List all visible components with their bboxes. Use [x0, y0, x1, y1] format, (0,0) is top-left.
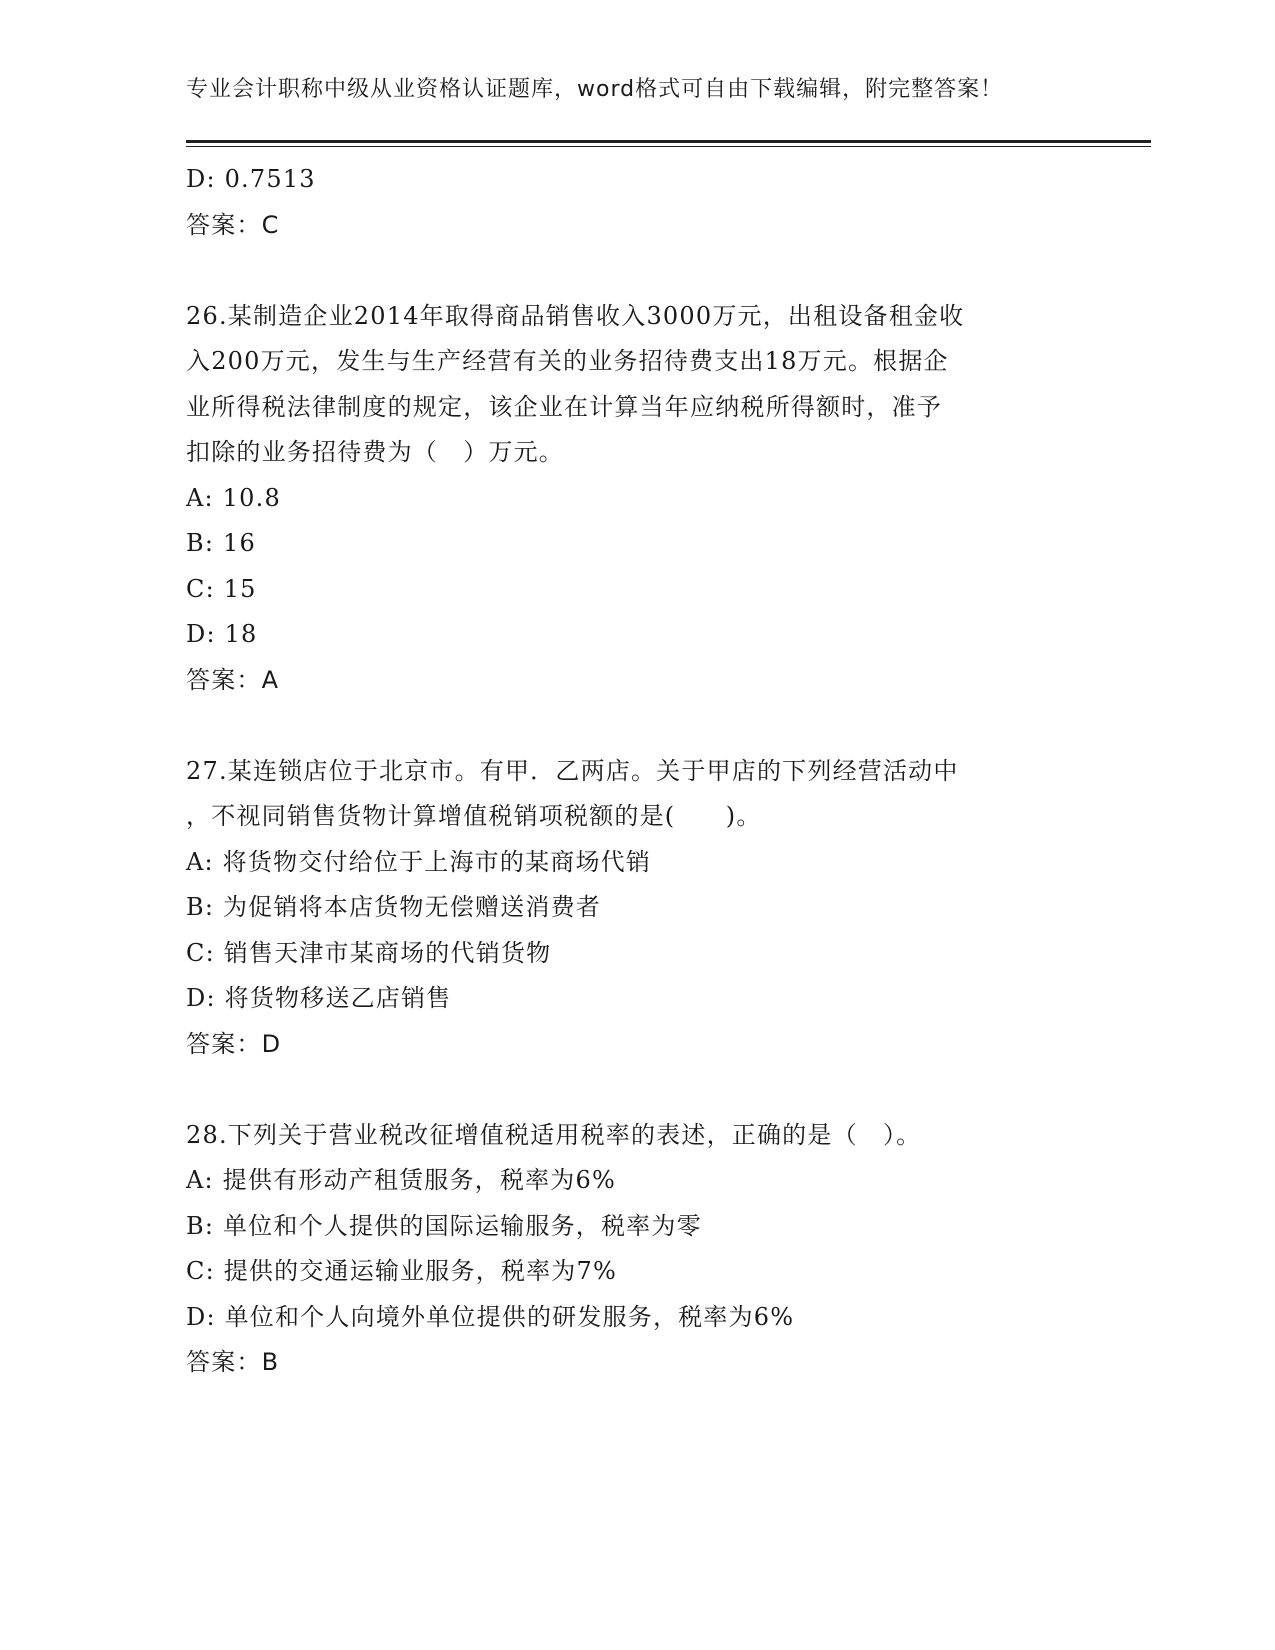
option-label: C: [186, 938, 215, 967]
option-label: A: [186, 1166, 214, 1194]
option-text: 16 [222, 529, 256, 557]
answer-value: C [261, 210, 280, 239]
question-number: 28. [186, 1120, 228, 1149]
header-title: 专业会计职称中级从业资格认证题库，word格式可自由下载编辑，附完整答案！ [186, 77, 1004, 102]
question-line [186, 794, 1086, 840]
question-line [186, 430, 1086, 476]
option-text: 0.7513 [224, 165, 316, 193]
option-line [186, 1249, 1086, 1295]
option-line [186, 931, 1086, 977]
option-text: 提供有形动产租赁服务，税率为6% [222, 1166, 616, 1194]
option-label: A: [186, 847, 214, 876]
question-28 [186, 1113, 1086, 1386]
option-label: C: [186, 574, 215, 603]
answer-label: 答案： [186, 665, 262, 694]
question-26 [186, 294, 1086, 704]
option-text: 15 [223, 574, 257, 603]
page-header [186, 70, 1086, 110]
answer-line [186, 203, 1086, 249]
question-line [186, 339, 1086, 385]
option-text: 单位和个人向境外单位提供的研发服务，税率为6% [224, 1302, 795, 1331]
question-text: ，不视同销售货物计算增值税销项税额的是( )。 [186, 802, 762, 830]
answer-line [186, 658, 1086, 704]
question-line [186, 294, 1086, 340]
option-text: 为促销将本店货物无偿赠送消费者 [222, 893, 601, 921]
answer-value: B [261, 1348, 280, 1376]
option-line [186, 840, 1086, 886]
option-line [186, 612, 1086, 658]
option-label: A: [186, 483, 214, 512]
prev-question-tail [186, 157, 1086, 248]
option-text: 将货物移送乙店销售 [224, 984, 452, 1012]
header-rule-thin [186, 146, 1151, 147]
option-label: B: [186, 893, 215, 921]
option-line [186, 1295, 1086, 1341]
answer-value: A [261, 665, 280, 694]
question-27 [186, 749, 1086, 1068]
question-text: 扣除的业务招待费为（ ）万元。 [186, 438, 564, 466]
question-line [186, 1113, 1086, 1159]
answer-line [186, 1022, 1086, 1068]
question-text: 某连锁店位于北京市。有甲．乙两店。关于甲店的下列经营活动中 [227, 756, 959, 785]
option-label: D: [186, 620, 216, 648]
question-text: 下列关于营业税改征增值税适用税率的表述，正确的是（ ）。 [227, 1120, 922, 1149]
option-line [186, 1158, 1086, 1204]
option-text: 销售天津市某商场的代销货物 [223, 938, 552, 967]
question-number: 27. [186, 756, 228, 785]
option-label: D: [186, 984, 216, 1012]
option-line [186, 1204, 1086, 1250]
option-text: 将货物交付给位于上海市的某商场代销 [222, 847, 652, 876]
option-line [186, 157, 1086, 203]
option-text: 单位和个人提供的国际运输服务，税率为零 [222, 1211, 702, 1240]
option-line [186, 885, 1086, 931]
option-line [186, 476, 1086, 522]
answer-label: 答案： [186, 1029, 262, 1058]
option-text: 10.8 [222, 483, 281, 512]
option-label: B: [186, 529, 215, 557]
option-text: 提供的交通运输业服务，税率为7% [223, 1257, 617, 1285]
answer-line [186, 1340, 1086, 1386]
option-label: D: [186, 1302, 216, 1331]
question-text: 某制造企业2014年取得商品销售收入3000万元，出租设备租金收 [227, 301, 965, 330]
answer-value: D [261, 1029, 282, 1058]
document-body [186, 157, 1086, 1386]
question-line [186, 385, 1086, 431]
header-rule-thick [186, 140, 1151, 143]
answer-label: 答案： [186, 1348, 262, 1376]
option-text: 18 [224, 620, 258, 648]
option-line [186, 567, 1086, 613]
question-text: 入200万元，发生与生产经营有关的业务招待费支出18万元。根据企 [186, 347, 949, 375]
question-text: 业所得税法律制度的规定，该企业在计算当年应纳税所得额时，准予 [186, 392, 942, 421]
option-label: B: [186, 1211, 215, 1240]
question-number: 26. [186, 301, 228, 330]
option-line [186, 976, 1086, 1022]
option-label: C: [186, 1257, 215, 1285]
option-line [186, 521, 1086, 567]
option-label: D: [186, 165, 216, 193]
question-line [186, 749, 1086, 795]
answer-label: 答案： [186, 210, 262, 239]
